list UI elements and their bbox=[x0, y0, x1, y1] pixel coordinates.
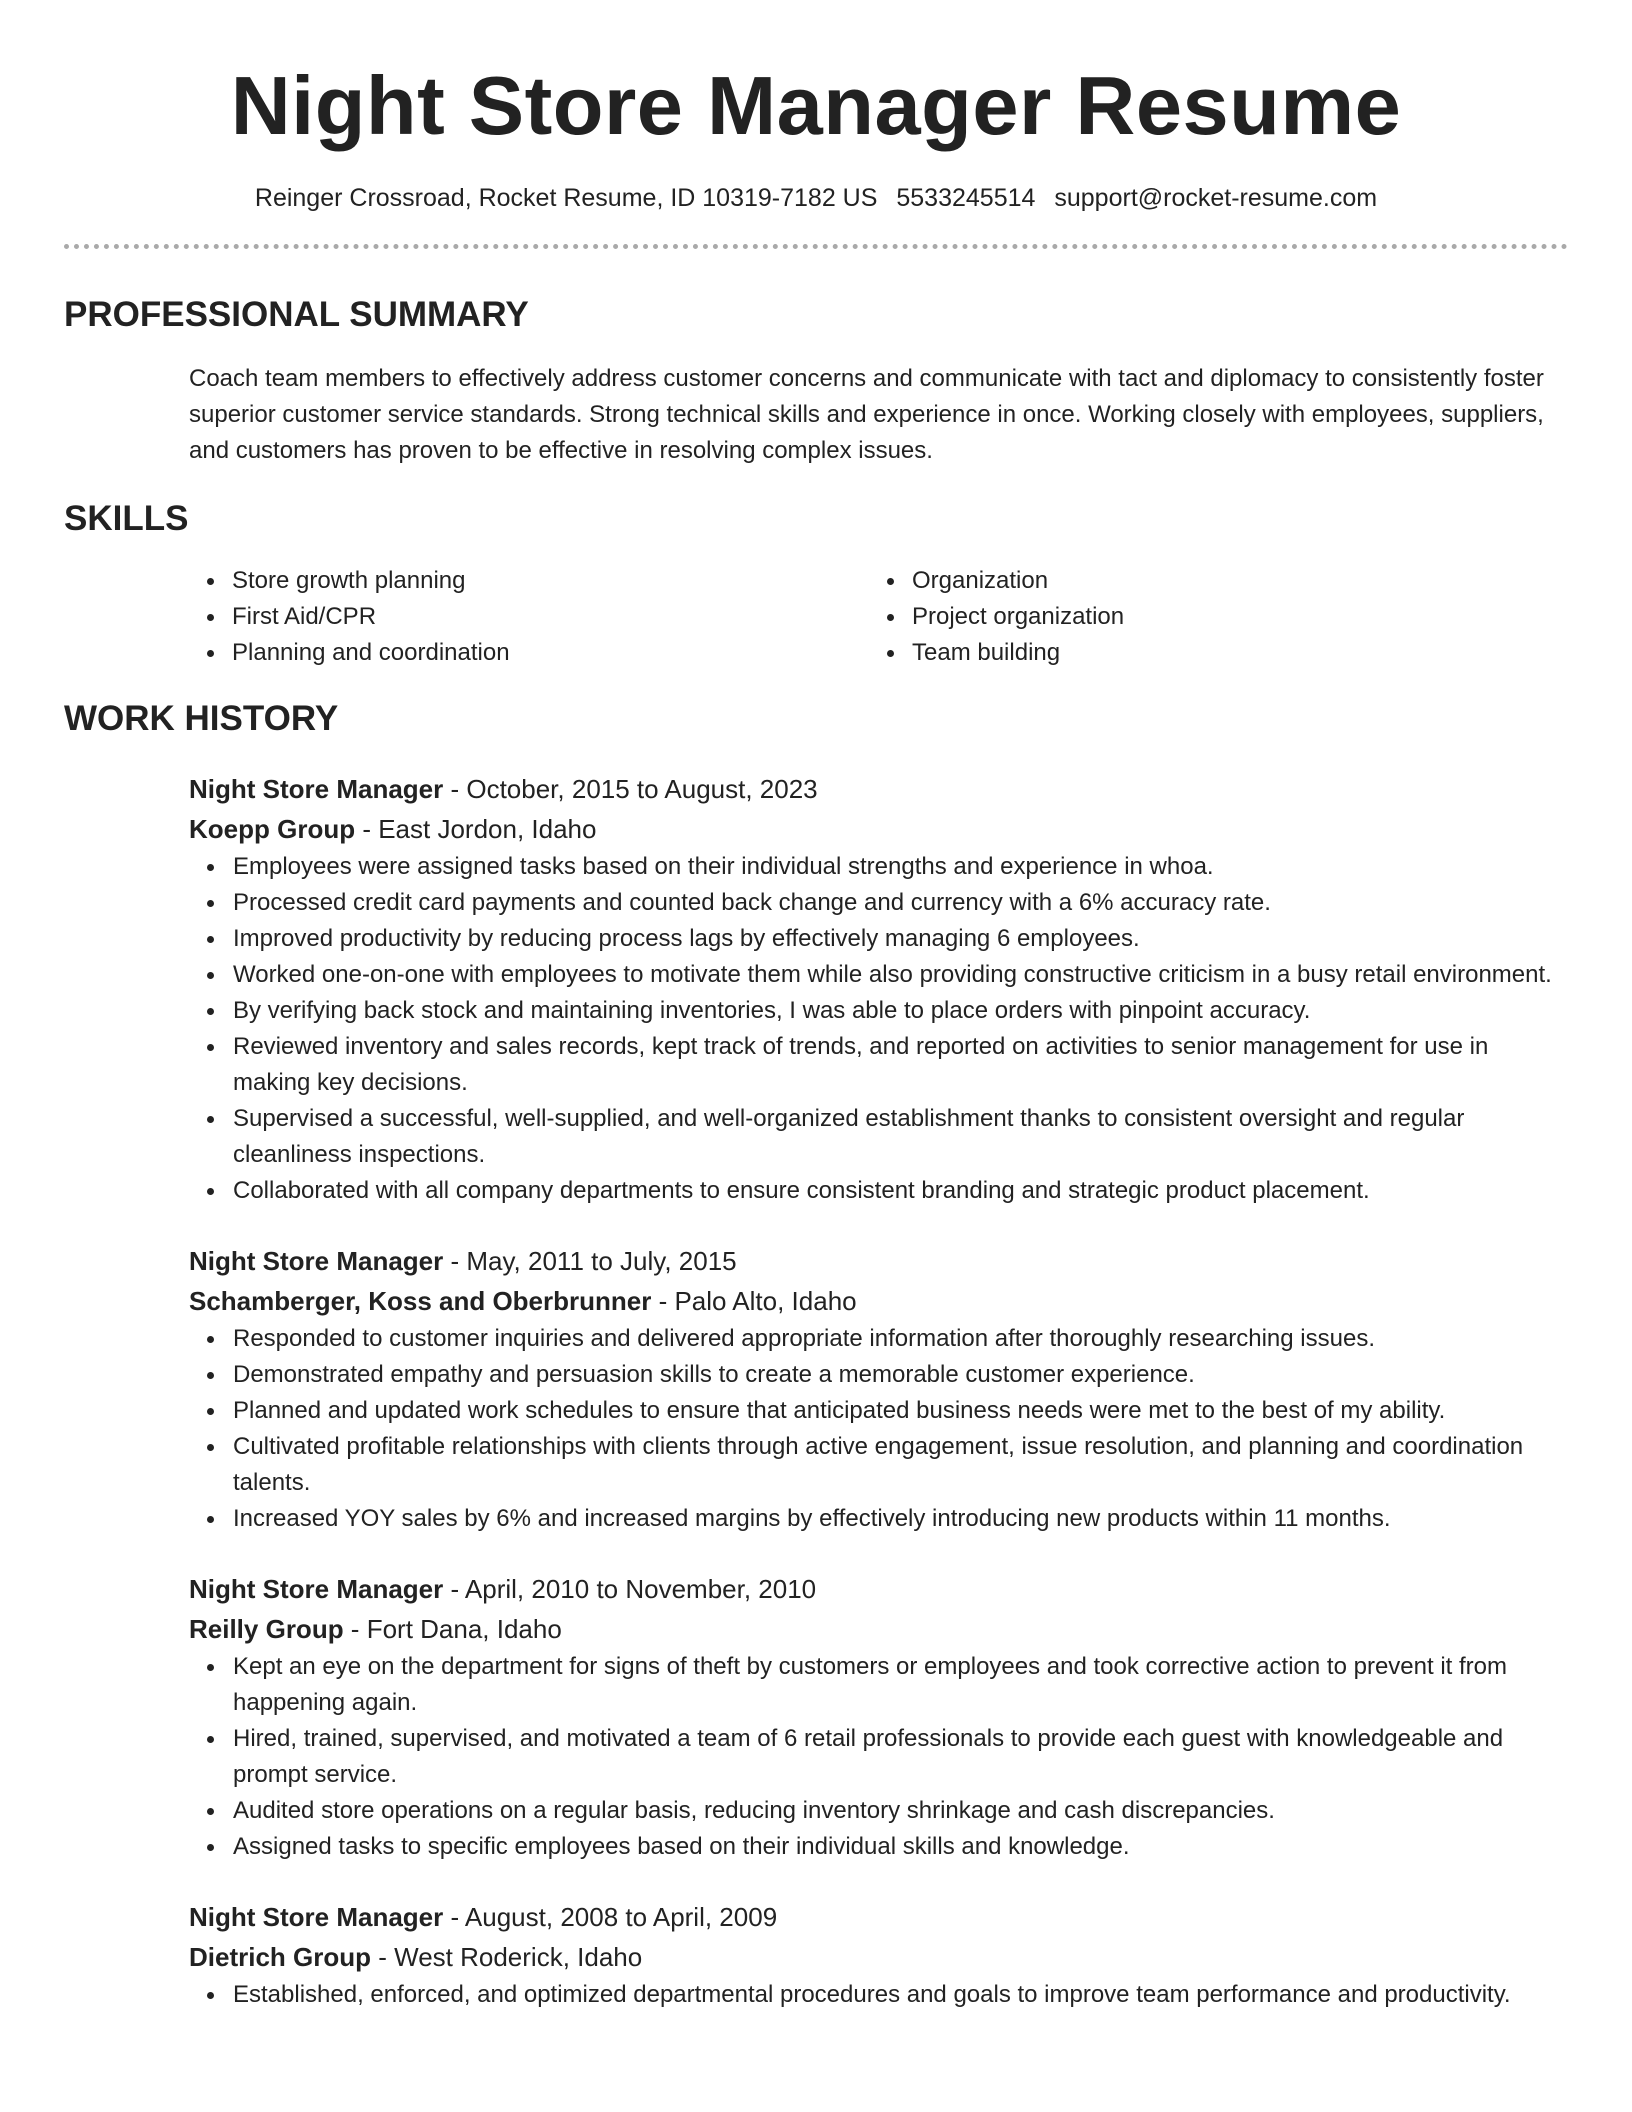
job-title-line bbox=[189, 1241, 1568, 1281]
job-bullets bbox=[189, 849, 1568, 1209]
job-bullet bbox=[189, 921, 1568, 957]
bullet-text: Responded to customer inquiries and delivered appropriate information after thoroughly researching issues. bbox=[233, 1325, 1375, 1352]
job-dates: May, 2011 to July, 2015 bbox=[466, 1246, 737, 1276]
bullet-icon bbox=[207, 972, 214, 979]
bullet-icon bbox=[207, 1444, 214, 1451]
summary-heading: PROFESSIONAL SUMMARY bbox=[64, 295, 529, 334]
bullet-text: Improved productivity by reducing process lags by effectively managing 6 employees. bbox=[233, 925, 1140, 952]
bullet-icon bbox=[207, 1044, 214, 1051]
bullet-icon bbox=[207, 1408, 214, 1415]
job-dates: August, 2008 to April, 2009 bbox=[464, 1902, 778, 1932]
job-title-line bbox=[189, 1569, 1568, 1609]
separator: - bbox=[443, 1902, 465, 1932]
bullet-icon bbox=[887, 650, 894, 657]
bullet-icon bbox=[207, 1188, 214, 1195]
separator: - bbox=[443, 1574, 465, 1604]
job-company: Reilly Group bbox=[189, 1614, 344, 1644]
contact-phone: 5533245514 bbox=[896, 184, 1036, 212]
job-location: Fort Dana, Idaho bbox=[366, 1614, 562, 1644]
skills-heading: SKILLS bbox=[64, 499, 189, 538]
job-bullets bbox=[189, 1649, 1568, 1865]
bullet-text: Supervised a successful, well-supplied, and well-organized establishment thanks to consistent oversight and regular cleanliness inspections. bbox=[233, 1105, 1465, 1168]
job-bullet bbox=[189, 1649, 1568, 1721]
header-divider bbox=[64, 244, 1568, 249]
job-entry bbox=[189, 769, 1568, 1209]
bullet-icon bbox=[207, 614, 214, 621]
skills-column-left bbox=[64, 563, 744, 671]
job-bullet bbox=[189, 1173, 1568, 1209]
job-company: Koepp Group bbox=[189, 814, 356, 844]
job-bullet bbox=[189, 1429, 1568, 1501]
bullet-text: Cultivated profitable relationships with clients through active engagement, issue resolution, and planning and coordination talents. bbox=[233, 1433, 1524, 1496]
job-title: Night Store Manager bbox=[189, 1246, 444, 1276]
job-title: Night Store Manager bbox=[189, 1574, 444, 1604]
bullet-text: By verifying back stock and maintaining inventories, I was able to place orders with pinpoint accuracy. bbox=[233, 997, 1311, 1024]
skills-column-right bbox=[744, 563, 1424, 671]
bullet-text: Planned and updated work schedules to ensure that anticipated business needs were met to the best of my ability. bbox=[233, 1397, 1446, 1424]
bullet-text: Audited store operations on a regular basis, reducing inventory shrinkage and cash discrepancies. bbox=[233, 1797, 1275, 1824]
bullet-icon bbox=[207, 1736, 214, 1743]
skill-item bbox=[912, 599, 1424, 635]
bullet-icon bbox=[207, 1992, 214, 1999]
job-entry bbox=[189, 1569, 1568, 1865]
job-company-line bbox=[189, 1609, 1568, 1649]
bullet-icon bbox=[207, 650, 214, 657]
skill-item bbox=[232, 635, 744, 671]
job-dates: October, 2015 to August, 2023 bbox=[466, 774, 818, 804]
job-title: Night Store Manager bbox=[189, 774, 444, 804]
skill-label: Planning and coordination bbox=[232, 639, 510, 666]
contact-line bbox=[64, 182, 1568, 214]
separator: - bbox=[371, 1942, 395, 1972]
skills-list bbox=[64, 563, 1568, 671]
bullet-icon bbox=[207, 1008, 214, 1015]
skill-label: First Aid/CPR bbox=[232, 603, 377, 630]
job-entry bbox=[189, 1241, 1568, 1537]
bullet-text: Worked one-on-one with employees to motivate them while also providing constructive criticism in a busy retail environment. bbox=[233, 961, 1552, 988]
work-history-heading: WORK HISTORY bbox=[64, 699, 339, 738]
job-company-line bbox=[189, 1937, 1568, 1977]
separator: - bbox=[443, 774, 467, 804]
resume-title: Night Store Manager Resume bbox=[230, 59, 1402, 152]
bullet-text: Processed credit card payments and counted back change and currency with a 6% accuracy rate. bbox=[233, 889, 1271, 916]
job-location: Palo Alto, Idaho bbox=[674, 1286, 857, 1316]
bullet-text: Assigned tasks to specific employees based on their individual skills and knowledge. bbox=[233, 1833, 1130, 1860]
bullet-text: Increased YOY sales by 6% and increased margins by effectively introducing new products within 11 months. bbox=[233, 1505, 1391, 1532]
job-title-line bbox=[189, 769, 1568, 809]
skill-item bbox=[912, 563, 1424, 599]
summary-text: Coach team members to effectively address customer concerns and communicate with tact and diplomacy to consistently foster superior customer service standards. Strong technical skills and experience in once. Working closely with employees, suppliers, and customers has proven to be effective in resolving complex issues. bbox=[189, 365, 1544, 464]
bullet-icon bbox=[207, 1336, 214, 1343]
job-bullet bbox=[189, 1793, 1568, 1829]
bullet-text: Hired, trained, supervised, and motivated a team of 6 retail professionals to provide each guest with knowledgeable and prompt service. bbox=[233, 1725, 1504, 1788]
job-company-line bbox=[189, 809, 1568, 849]
job-company: Schamberger, Koss and Oberbrunner bbox=[189, 1286, 652, 1316]
job-bullet bbox=[189, 885, 1568, 921]
bullet-icon bbox=[207, 1844, 214, 1851]
separator: - bbox=[343, 1614, 367, 1644]
job-title-line bbox=[189, 1897, 1568, 1937]
skill-item bbox=[232, 563, 744, 599]
job-bullet bbox=[189, 1357, 1568, 1393]
job-bullet bbox=[189, 1029, 1568, 1101]
job-company-line bbox=[189, 1281, 1568, 1321]
separator: - bbox=[443, 1246, 467, 1276]
skill-item bbox=[232, 599, 744, 635]
job-bullet bbox=[189, 1393, 1568, 1429]
job-bullet bbox=[189, 849, 1568, 885]
skill-item bbox=[912, 635, 1424, 671]
job-location: West Roderick, Idaho bbox=[394, 1942, 643, 1972]
job-bullet bbox=[189, 1977, 1568, 2013]
bullet-icon bbox=[207, 864, 214, 871]
job-bullets bbox=[189, 1321, 1568, 1537]
bullet-icon bbox=[207, 1516, 214, 1523]
bullet-icon bbox=[207, 1664, 214, 1671]
bullet-icon bbox=[207, 900, 214, 907]
separator: - bbox=[355, 814, 379, 844]
job-dates: April, 2010 to November, 2010 bbox=[464, 1574, 817, 1604]
bullet-icon bbox=[887, 578, 894, 585]
contact-address: Reinger Crossroad, Rocket Resume, ID 10319-7182 US bbox=[254, 184, 878, 212]
skill-label: Team building bbox=[912, 639, 1061, 666]
skill-label: Organization bbox=[912, 567, 1049, 594]
skill-label: Project organization bbox=[912, 603, 1125, 630]
job-bullets bbox=[189, 1977, 1568, 2013]
job-location: East Jordon, Idaho bbox=[378, 814, 597, 844]
bullet-text: Collaborated with all company departments to ensure consistent branding and strategic product placement. bbox=[233, 1177, 1370, 1204]
job-bullet bbox=[189, 1501, 1568, 1537]
job-bullet bbox=[189, 1101, 1568, 1173]
bullet-icon bbox=[207, 578, 214, 585]
job-bullet bbox=[189, 1321, 1568, 1357]
bullet-text: Established, enforced, and optimized departmental procedures and goals to improve team performance and productivity. bbox=[233, 1981, 1511, 2008]
contact-email: support@rocket-resume.com bbox=[1054, 184, 1378, 212]
bullet-icon bbox=[207, 1808, 214, 1815]
job-bullet bbox=[189, 1721, 1568, 1793]
job-bullet bbox=[189, 993, 1568, 1029]
bullet-text: Demonstrated empathy and persuasion skills to create a memorable customer experience. bbox=[233, 1361, 1195, 1388]
separator: - bbox=[651, 1286, 675, 1316]
bullet-text: Employees were assigned tasks based on their individual strengths and experience in whoa. bbox=[233, 853, 1214, 880]
bullet-icon bbox=[887, 614, 894, 621]
job-entry bbox=[189, 1897, 1568, 2013]
job-bullet bbox=[189, 1829, 1568, 1865]
job-title: Night Store Manager bbox=[189, 1902, 444, 1932]
bullet-icon bbox=[207, 936, 214, 943]
bullet-icon bbox=[207, 1116, 214, 1123]
job-company: Dietrich Group bbox=[189, 1942, 372, 1972]
bullet-icon bbox=[207, 1372, 214, 1379]
bullet-text: Reviewed inventory and sales records, kept track of trends, and reported on activities to senior management for use in making key decisions. bbox=[233, 1033, 1489, 1096]
bullet-text: Kept an eye on the department for signs of theft by customers or employees and took corrective action to prevent it from happening again. bbox=[233, 1653, 1507, 1716]
job-bullet bbox=[189, 957, 1568, 993]
skill-label: Store growth planning bbox=[232, 567, 466, 594]
